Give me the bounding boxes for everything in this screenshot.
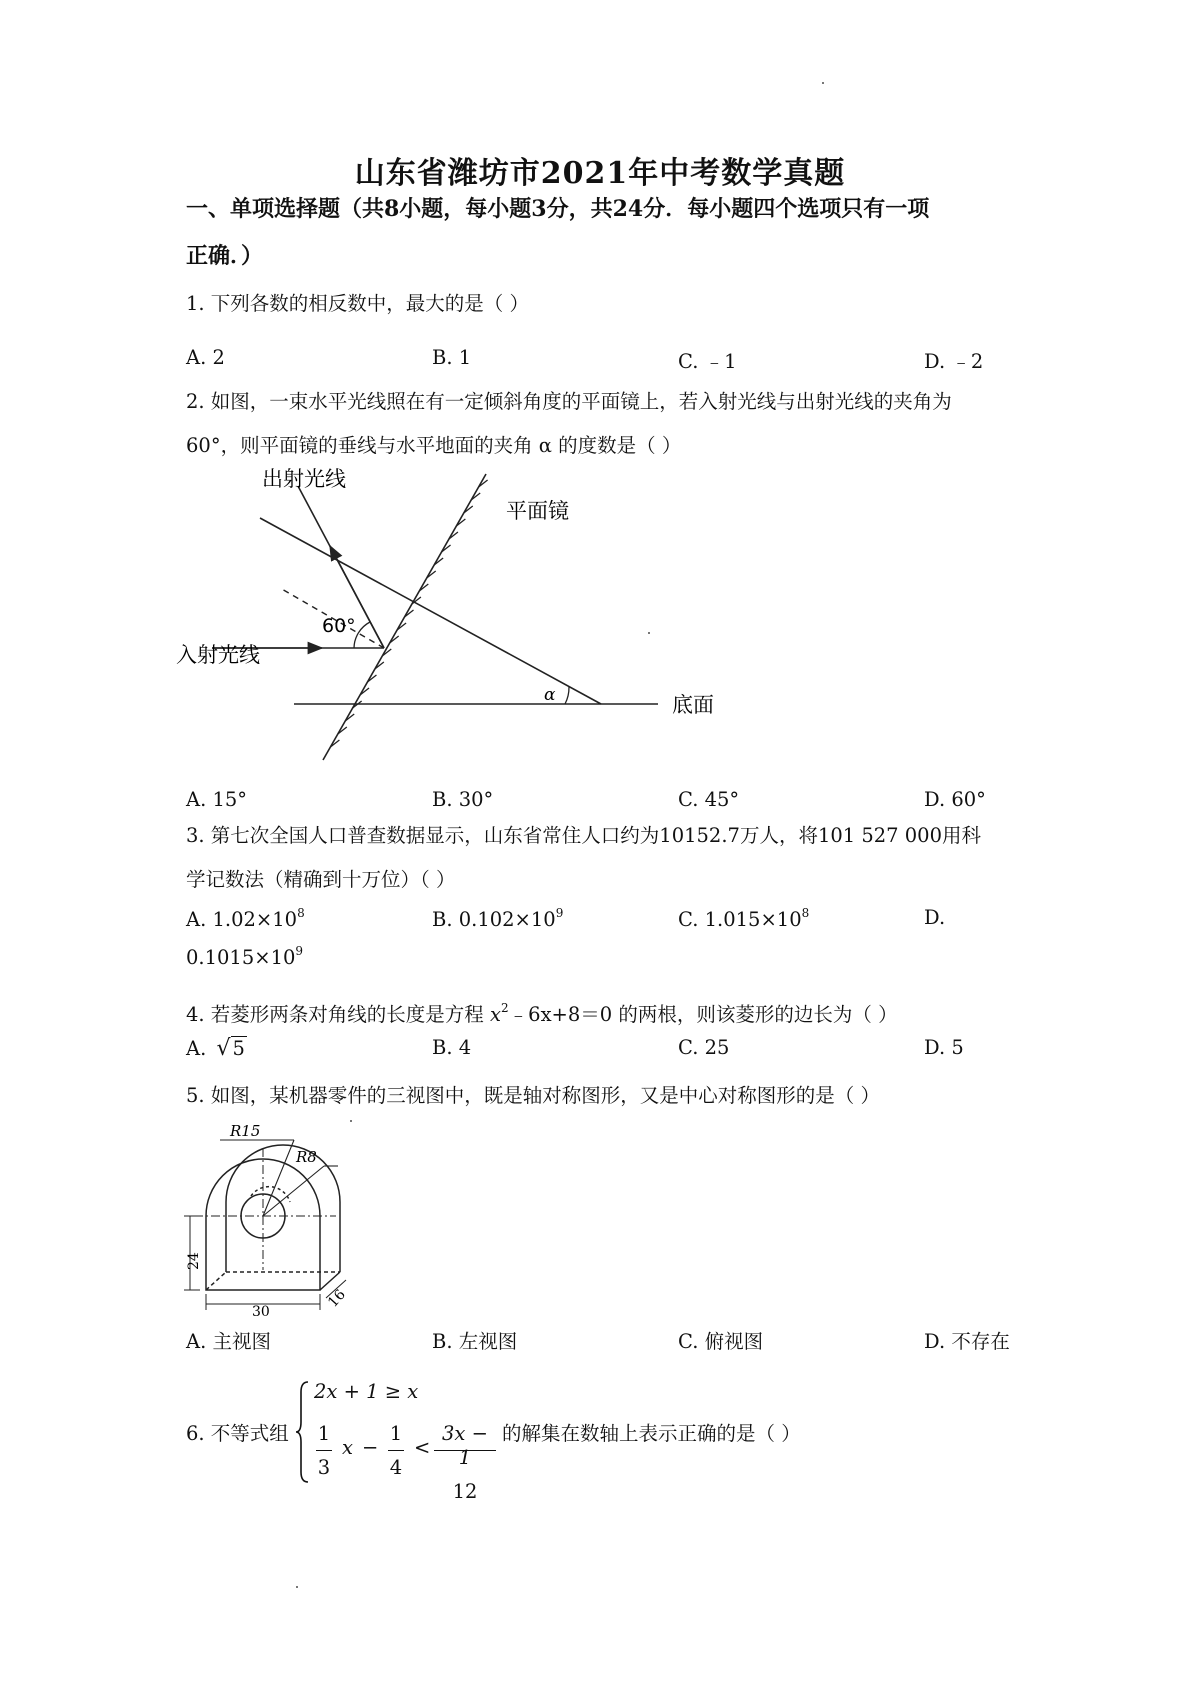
question-3-option-d: D. [924,906,946,929]
question-3-options [186,906,1016,938]
scan-speck [822,82,824,84]
fraction-1-4-denominator: 4 [389,1456,403,1479]
system-brace-icon [296,1380,310,1484]
inequality-2-minus: − [362,1436,379,1459]
question-1-option-d: D. ﹣2 [924,350,984,373]
question-3-stem [186,814,1036,902]
question-4-variable: x [490,1003,502,1026]
fraction-3x-1-12-bar [434,1450,496,1451]
question-3-option-c [678,906,809,931]
mirror-hatching [330,480,487,747]
question-3-option-a-exponent: 8 [297,906,305,920]
question-3-option-c-exponent: 8 [801,906,810,920]
label-mirror: 平面镜 [506,499,569,523]
question-4-option-d: D. 5 [924,1036,964,1059]
question-4-exponent: 2 [501,1001,509,1015]
fraction-3x-1-12 [434,1422,496,1504]
question-2-option-a: A. 15° [186,788,248,811]
inequality-2-x: x [342,1436,353,1459]
question-1-option-c: C. ﹣1 [678,350,737,373]
question-2-option-d: D. 60° [924,788,986,811]
fraction-1-4-numerator: 1 [389,1422,403,1445]
question-1-option-b: B. 1 [432,346,472,369]
question-5-options [186,1326,1016,1358]
question-4-stem-suffix: ﹣6x+8＝0 的两根，则该菱形的边长为（ ） [508,1003,898,1026]
question-3-option-a [186,906,305,931]
question-6-suffix: 的解集在数轴上表示正确的是（ ） [502,1422,801,1445]
fraction-1-3-denominator: 3 [317,1456,331,1479]
part-depth-edge-left [206,1272,226,1290]
scan-speck [648,632,650,634]
question-2-stem-line-2: 60°，则平面镜的垂线与水平地面的夹角 α 的度数是（ ） [186,434,682,457]
question-5-option-a: A. 主视图 [186,1330,271,1353]
inequality-2-less-than: < [414,1436,431,1459]
question-3-option-b-base: B. 0.102×10 [432,908,556,931]
label-r15: R15 [230,1122,261,1140]
question-3-option-d-exponent: 9 [295,944,304,958]
question-3-option-d-value [186,944,303,969]
inequality-1: 2x + 1 ≥ x [314,1380,419,1403]
section-heading-line-1: 一、单项选择题（共8小题，每小题3分，共24分．每小题四个选项只有一项 [186,196,930,222]
fraction-1-3 [316,1422,332,1480]
fraction-1-4-bar [388,1450,404,1451]
question-5-option-d: D. 不存在 [924,1330,1010,1353]
question-6-prefix: 6. 不等式组 [186,1422,289,1445]
sqrt-expression [216,1036,246,1061]
section-heading-line-2: 正确．） [186,243,264,269]
question-1-option-a: A. 2 [186,346,225,369]
label-angle-60: 60° [322,615,356,637]
fraction-1-4 [388,1422,404,1480]
page-title: 山东省潍坊市2021年中考数学真题 [354,156,846,191]
label-16: 16 [325,1286,349,1311]
question-6 [186,1380,1036,1503]
question-2-option-c: C. 45° [678,788,740,811]
label-alpha: α [544,685,556,705]
section-heading [186,186,1036,280]
question-3-stem-line-2: 学记数法（精确到十万位）（ ） [186,868,456,891]
sqrt-sign-icon: √ [216,1036,231,1061]
label-r8: R8 [296,1148,317,1166]
fraction-3x-1-12-denominator: 12 [452,1480,478,1503]
question-4-option-b: B. 4 [432,1036,472,1059]
fraction-3x-1-12-numerator: 3x − 1 [442,1422,488,1469]
label-24: 24 [186,1252,202,1270]
question-3-option-d-base: 0.1015×10 [186,946,296,969]
question-3-option-b-exponent: 9 [555,906,564,920]
label-30: 30 [252,1304,270,1320]
question-3-option-a-base: A. 1.02×10 [186,908,298,931]
scan-speck [350,1120,352,1122]
label-bottom-surface: 底面 [672,693,714,717]
sqrt-radicand: 5 [232,1037,245,1060]
question-4-options [186,1036,1016,1068]
question-2-option-b: B. 30° [432,788,494,811]
question-5-option-c: C. 俯视图 [678,1330,764,1353]
question-4-option-c: C. 25 [678,1036,730,1059]
question-2-stem [186,380,1036,468]
question-3-stem-line-1: 3. 第七次全国人口普查数据显示，山东省常住人口约为10152.7万人，将101 527 000用科 [186,824,981,847]
question-4-stem-prefix: 4. 若菱形两条对角线的长度是方程 [186,1003,491,1026]
label-outgoing-ray: 出射光线 [262,467,346,491]
question-4-option-a [186,1036,247,1061]
question-5-stem: 5. 如图，某机器零件的三视图中，既是轴对称图形，又是中心对称图形的是（ ） [186,1084,881,1107]
question-3-option-c-base: C. 1.015×10 [678,908,802,931]
question-2-stem-line-1: 2. 如图，一束水平光线照在有一定倾斜角度的平面镜上，若入射光线与出射光线的夹角为 [186,390,952,413]
question-3-option-b [432,906,563,931]
machine-part-figure [186,1118,356,1320]
question-1-options [186,346,1016,378]
question-1-stem: 1. 下列各数的相反数中，最大的是（ ） [186,292,530,315]
question-3-option-d-continuation [186,944,1016,976]
angle-alpha-arc [565,687,569,704]
mirror-normal-line [260,518,601,704]
question-4-stem [186,986,1036,1037]
radius-r15-leader [263,1140,294,1216]
question-5-option-b: B. 左视图 [432,1330,518,1353]
question-4-option-a-prefix: A. [186,1037,207,1060]
fraction-1-3-bar [316,1450,332,1451]
scan-speck [296,1586,298,1588]
mirror-reflection-figure [176,462,714,782]
fraction-1-3-numerator: 1 [317,1422,331,1445]
label-incoming-ray: 入射光线 [176,643,260,667]
